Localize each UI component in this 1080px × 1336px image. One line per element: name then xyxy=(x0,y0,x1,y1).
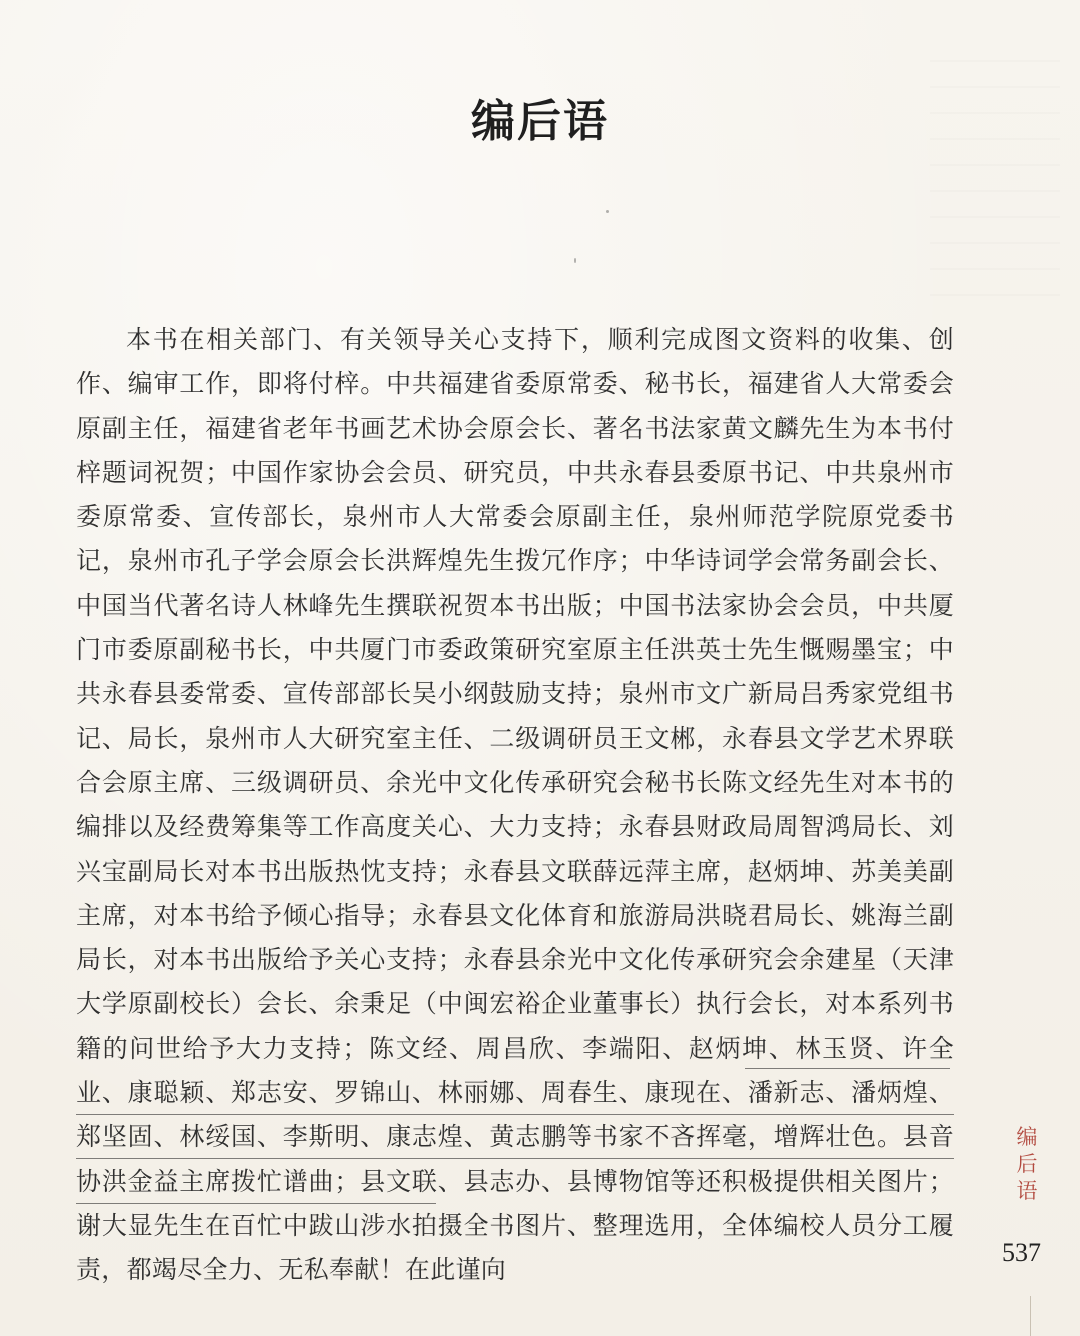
page-number: 537 xyxy=(1002,1238,1041,1267)
section-side-label: 编后语 xyxy=(1016,1125,1038,1203)
margin-rule xyxy=(1030,1296,1031,1336)
pen-underline-3 xyxy=(76,1158,954,1159)
pen-underline-2 xyxy=(76,1114,954,1115)
body-text xyxy=(76,318,954,1293)
body-paragraph: 本书在相关部门、有关领导关心支持下，顺利完成图文资料的收集、创作、编审工作，即将付梓。中共福建省委原常委、秘书长，福建省人大常委会原副主任，福建省老年书画艺术协会原会长、著名书法家黄文麟先生为本书付梓题词祝贺；中国作家协会会员、研究员，中共永春县委原书记、中共泉州市委原常委、宣传部长，泉州市人大常委会原副主任，泉州师范学院原党委书记，泉州市孔子学会原会长洪辉煌先生拨冗作序；中华诗词学会常务副会长、中国当代著名诗人林峰先生撰联祝贺本书出版；中国书法家协会会员，中共厦门市委原副秘书长，中共厦门市委政策研究室原主任洪英士先生慨赐墨宝；中共永春县委常委、宣传部部长吴小纲鼓励支持；泉州市文广新局吕秀家党组书记、局长，泉州市人大研究室主任、二级调研员王文郴，永春县文学艺术界联合会原主席、三级调研员、余光中文化传承研究会秘书长陈文经先生对本书的编排以及经费筹集等工作高度关心、大力支持；永春县财政局周智鸿局长、刘兴宝副局长对本书出版热忱支持；永春县文联薛远萍主席，赵炳坤、苏美美副主席，对本书给予倾心指导；永春县文化体育和旅游局洪晓君局长、姚海兰副局长，对本书出版给予关心支持；永春县余光中文化传承研究会余建星（天津大学原副校长）会长、余秉足（中闽宏裕企业董事长）执行会长，对本系列书籍的问世给予大力支持；陈文经、周昌欣、李端阳、赵炳坤、林玉贤、许全业、康聪颖、郑志安、罗锦山、林丽娜、周春生、康现在、潘新志、潘炳煌、郑坚固、林绥国、李斯明、康志煌、黄志鹏等书家不吝挥毫，增辉壮色。县音协洪金益主席拨忙谱曲；县文联、县志办、县博物馆等还积极提供相关图片；谢大显先生在百忙中跋山涉水拍摄全书图片、整理选用，全体编校人员分工履责，都竭尽全力、无私奉献！在此谨向 xyxy=(76,325,954,1285)
paper-speck xyxy=(574,258,576,263)
pen-underline-1 xyxy=(745,1068,950,1069)
pen-underline-4 xyxy=(76,1203,436,1204)
page-title: 编后语 xyxy=(471,96,609,148)
paper-speck xyxy=(606,210,609,213)
